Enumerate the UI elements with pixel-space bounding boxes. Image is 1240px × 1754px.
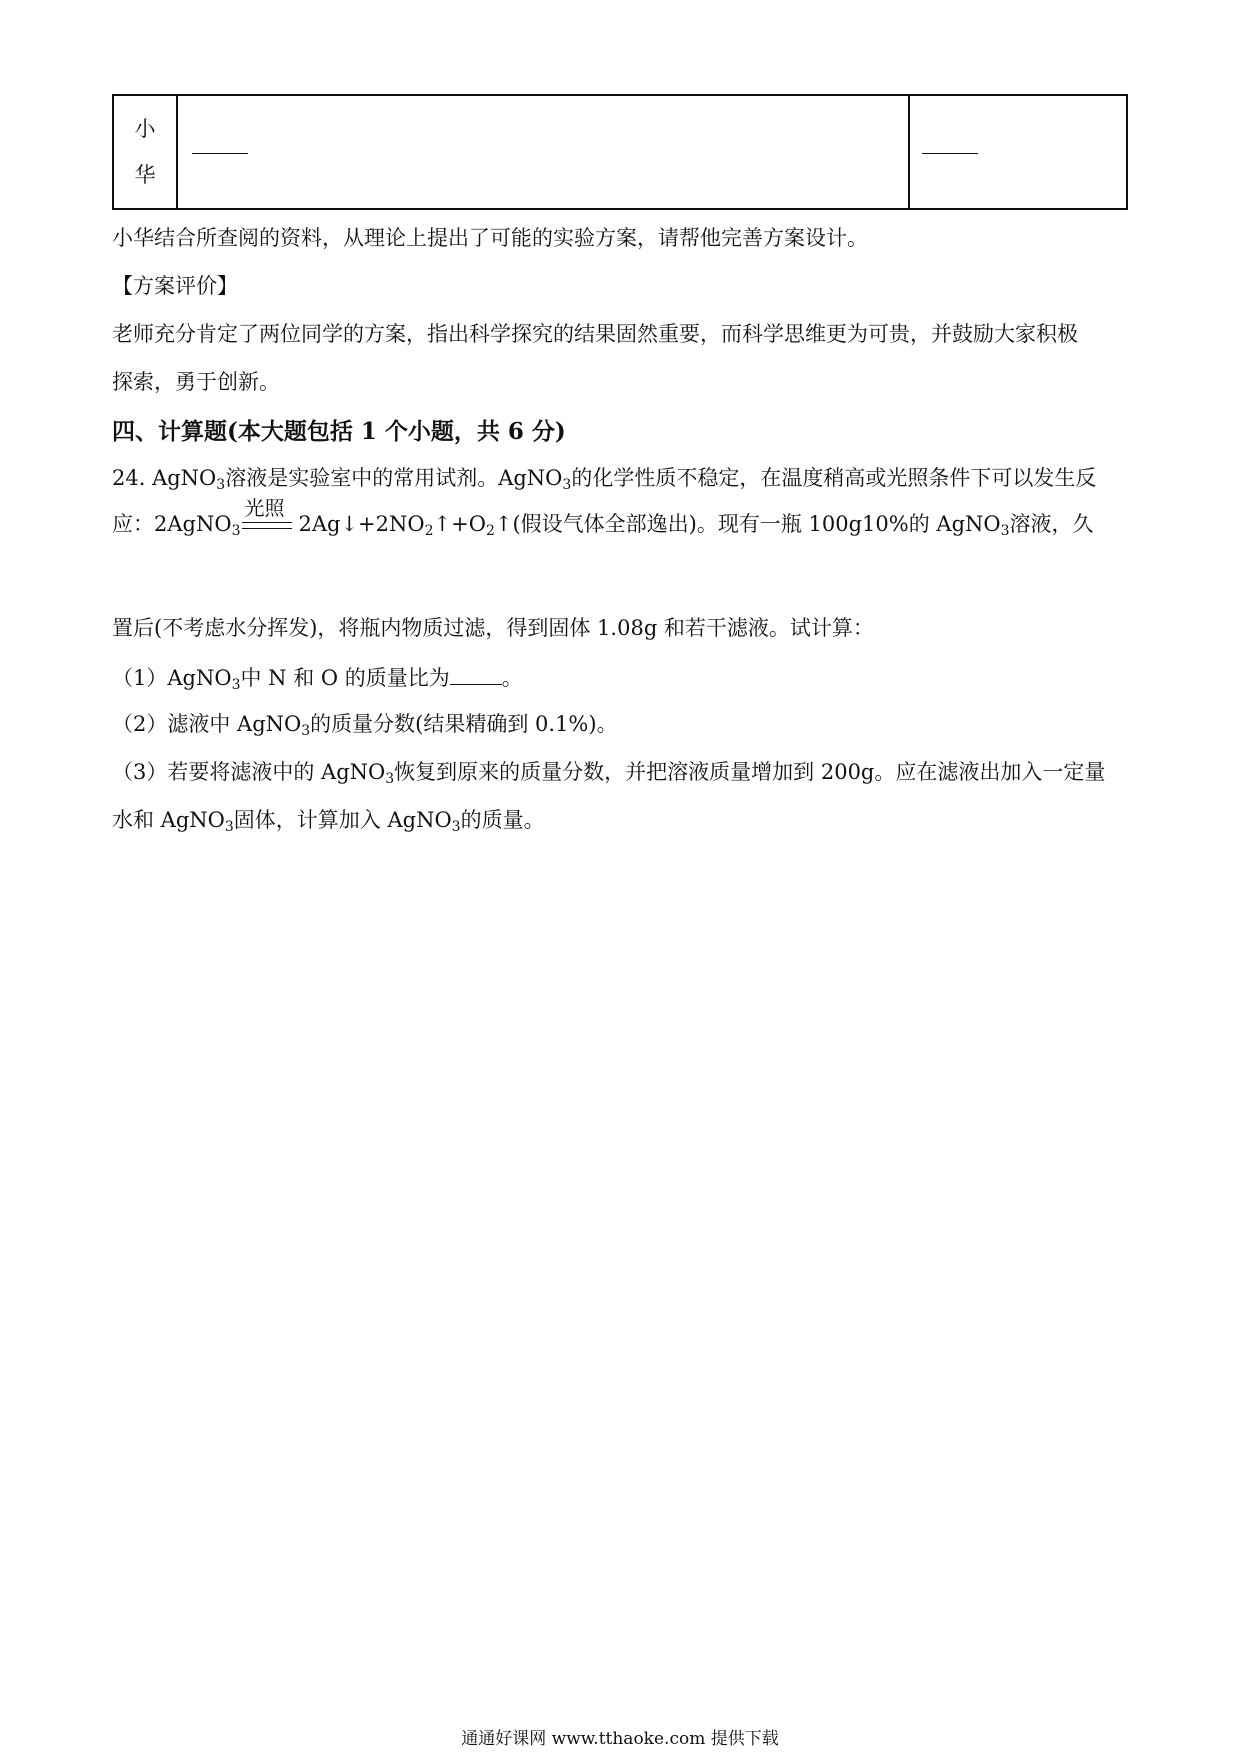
q24-text: 的化学性质不稳定，在温度稍高或光照条件下可以发生反 [571,466,1097,490]
subscript: 3 [216,477,226,493]
equation-reactant: 应：2AgNO [112,512,232,536]
plan-result-cell [909,95,1127,209]
subscript: 3 [451,819,461,835]
sub-question-3-line-2 [112,808,545,835]
sub-question-text: 的质量。 [460,808,545,832]
reaction-condition [242,495,296,538]
q24-text: 溶液是实验室中的常用试剂。AgNO [225,466,563,490]
equation-products: ↑+O [433,512,486,536]
paragraph-evaluation-line-2: 探索，勇于创新。 [112,370,280,394]
sub-question-text: 水和 AgNO [112,808,225,832]
student-name-char-2: 华 [134,163,156,187]
sub-question-text: 恢复到原来的质量分数，并把溶液质量增加到 200g。应在滤液出加入一定量 [394,760,1106,784]
page-footer: 通通好课网 www.tthaoke.com 提供下载 [461,1729,779,1749]
experiment-plan-table [112,94,1128,210]
sub-question-1 [112,666,523,693]
plan-steps-cell [177,95,909,209]
subscript: 2 [424,523,434,539]
sub-question-text: （3）若要将滤液中的 AgNO [112,760,386,784]
equals-line-top [242,522,292,523]
equation-products: 溶液，久 [1009,512,1094,536]
sub-question-text: 固体，计算加入 AgNO [233,808,452,832]
student-name-char-1: 小 [134,117,156,141]
subscript: 2 [485,523,495,539]
student-name-cell [113,95,177,209]
answer-blank[interactable] [450,666,502,685]
subscript: 3 [224,819,234,835]
section-label-evaluation: 【方案评价】 [112,274,238,298]
reaction-equation-line [112,495,1094,539]
subscript: 3 [1000,523,1010,539]
q24-text: 24. AgNO [112,466,217,490]
sub-question-text: 的质量分数(结果精确到 0.1%)。 [310,712,618,736]
subscript: 3 [385,771,395,787]
paragraph-evaluation-line-1: 老师充分肯定了两位同学的方案，指出科学探究的结果固然重要，而科学思维更为可贵，并鼓励大家积极 [112,322,1078,346]
subscript: 3 [231,523,241,539]
reaction-condition-label: 光照 [244,495,285,520]
sub-question-text: （1）AgNO [112,666,232,690]
plan-steps-blank[interactable] [192,153,248,154]
sub-question-2 [112,712,618,739]
sub-question-3-line-1 [112,760,1106,787]
section-heading-calculation: 四、计算题(本大题包括 1 个小题，共 6 分) [112,418,566,445]
sub-question-text: （2）滤液中 AgNO [112,712,302,736]
subscript: 3 [301,723,311,739]
question-24-line-1 [112,466,1097,493]
plan-result-blank[interactable] [922,153,978,154]
sub-question-text: 中 N 和 O 的质量比为 [240,666,450,690]
sub-question-text: 。 [501,666,523,690]
equation-products: 2Ag↓+2NO [298,512,425,536]
paragraph-plan-design: 小华结合所查阅的资料，从理论上提出了可能的实验方案，请帮他完善方案设计。 [112,226,868,250]
subscript: 3 [562,477,572,493]
subscript: 3 [231,677,241,693]
equation-products: ↑(假设气体全部逸出)。现有一瓶 100g10%的 AgNO [494,512,1001,536]
equals-line-bottom [242,528,292,529]
question-24-line-3: 置后(不考虑水分挥发)，将瓶内物质过滤，得到固体 1.08g 和若干滤液。试计算： [112,616,874,640]
